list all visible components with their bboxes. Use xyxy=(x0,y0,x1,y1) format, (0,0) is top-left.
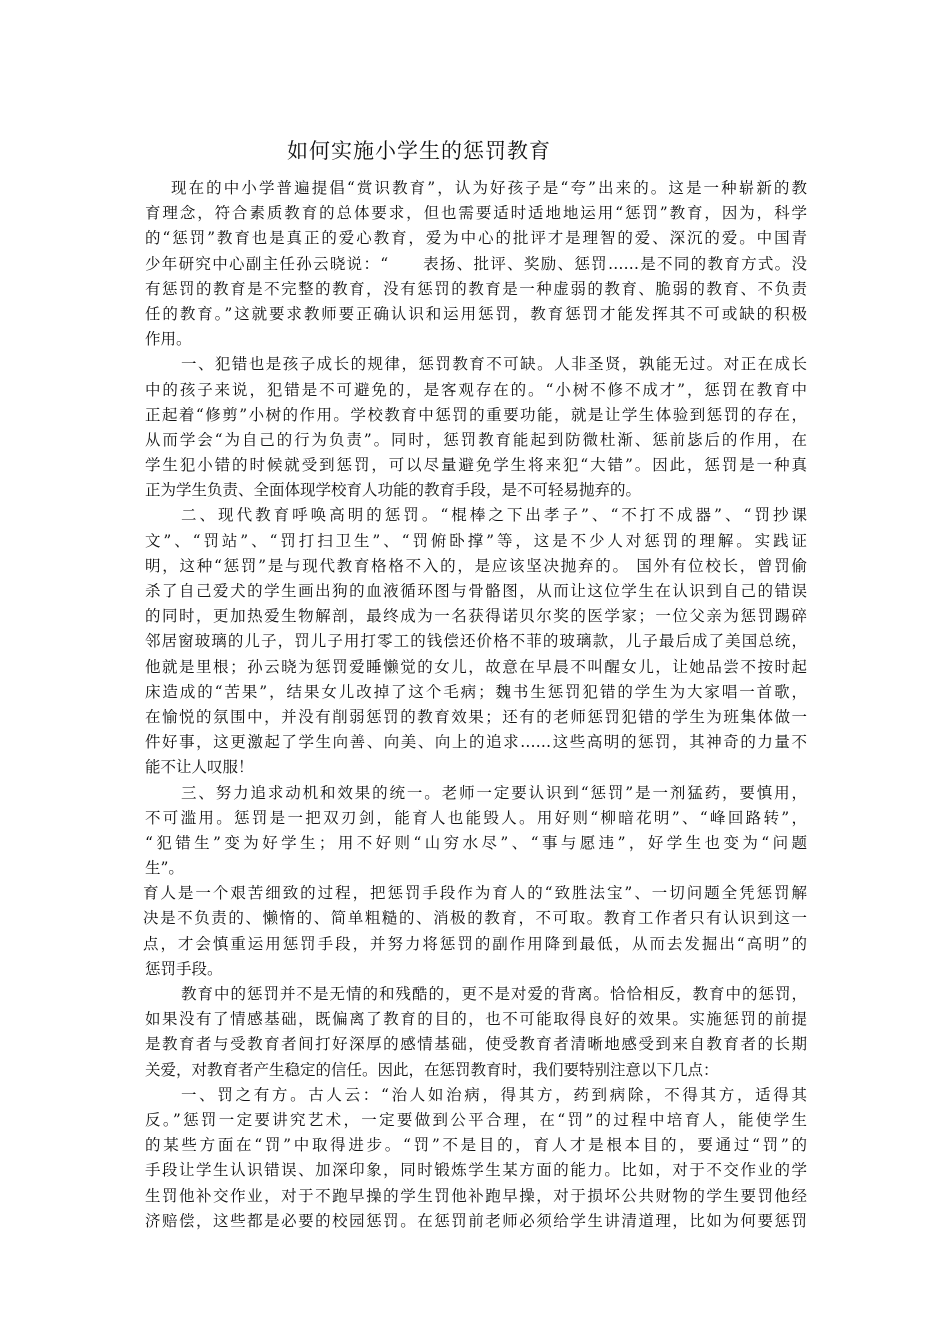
text-line: 教育中的惩罚并不是无情的和残酷的，更不是对爱的背离。恰恰相反，教育中的惩罚， xyxy=(181,985,807,1003)
text-line: 他就是里根；孙云晓为惩罚爱睡懒觉的女儿，故意在早晨不叫醒女儿，让她品尝不按时起 xyxy=(145,657,807,676)
text-line: 任的教育。”这就要求教师要正确认识和运用惩罚，教育惩罚才能发挥其不可或缺的积极 xyxy=(145,304,807,323)
text-line: 生罚他补交作业，对于不跑早操的学生罚他补跑早操，对于损坏公共财物的学生要罚他经 xyxy=(145,1186,807,1205)
text-line: 现在的中小学普遍提倡“赏识教育”，认为好孩子是“夸”出来的。这是一种崭新的教 xyxy=(171,179,807,197)
text-line: 正为学生负责、全面体现学校育人功能的教育手段，是不可轻易抛弃的。 xyxy=(145,481,642,500)
document-body xyxy=(145,176,807,1234)
text-line: 如果没有了情感基础，既偏离了教育的目的，也不可能取得良好的效果。实施惩罚的前提 xyxy=(145,1010,807,1029)
text-line: 二、现代教育呼唤高明的惩罚。“棍棒之下出孝子”、“不打不成器”、“罚抄课 xyxy=(181,506,807,525)
text-line: 生”。 xyxy=(145,859,184,878)
document-title: 如何实施小学生的惩罚教育 xyxy=(287,139,551,163)
text-line: 决是不负责的、懒惰的、简单粗糙的、消极的教育，不可取。教育工作者只有认识到这一 xyxy=(143,909,807,928)
text-line: 反。”惩罚一定要讲究艺术，一定要做到公平合理，在“罚”的过程中培育人，能使学生 xyxy=(145,1110,807,1129)
text-line: 有惩罚的教育是不完整的教育，没有惩罚的教育是一种虚弱的教育、脆弱的教育、不负责 xyxy=(145,279,807,298)
text-line: 能不让人叹服！ xyxy=(145,758,254,777)
text-line: 济赔偿，这些都是必要的校园惩罚。在惩罚前老师必须给学生讲清道理，比如为何要惩罚 xyxy=(145,1211,807,1230)
text-line: 一、罚之有方。古人云：“治人如治病，得其方，药到病除，不得其方，适得其 xyxy=(181,1085,807,1104)
text-line: 中的孩子来说，犯错是不可避免的，是客观存在的。“小树不修不成才”，惩罚在教育中 xyxy=(145,380,807,399)
text-line: 的某些方面在“罚”中取得进步。“罚”不是目的，育人才是根本目的，要通过“罚”的 xyxy=(145,1136,807,1155)
text-line: 学生犯小错的时候就受到惩罚，可以尽量避免学生将来犯“大错”。因此，惩罚是一种真 xyxy=(145,456,807,475)
text-line: 不可滥用。惩罚是一把双刃剑，能育人也能毁人。用好则“柳暗花明”、“峰回路转”， xyxy=(145,808,807,827)
text-line: 件好事，这更激起了学生向善、向美、向上的追求……这些高明的惩罚，其神奇的力量不 xyxy=(145,733,807,752)
text-line: 点，才会慎重运用惩罚手段，并努力将惩罚的副作用降到最低，从而去发掘出“高明”的 xyxy=(143,934,807,953)
text-line: 惩罚手段。 xyxy=(145,959,223,978)
text-line: 是教育者与受教育者间打好深厚的感情基础，使受教育者清晰地感受到来自教育者的长期 xyxy=(145,1035,807,1054)
text-line: 关爱，对教育者产生稳定的信任。因此，在惩罚教育时，我们要特别注意以下几点： xyxy=(145,1060,719,1079)
text-line: 文”、“罚站”、“罚打扫卫生”、“罚俯卧撑”等，这是不少人对惩罚的理解。实践证 xyxy=(145,531,807,550)
text-line: 邻居窗玻璃的儿子，罚儿子用打零工的钱偿还价格不菲的玻璃款，儿子最后成了美国总统， xyxy=(145,632,807,651)
text-line: 的同时，更加热爱生物解剖，最终成为一名获得诺贝尔奖的医学家；一位父亲为惩罚踢碎 xyxy=(145,607,807,626)
text-line: 从而学会“为自己的行为负责”。同时，惩罚教育能起到防微杜渐、惩前毖后的作用，在 xyxy=(145,430,807,449)
text-line: 三、努力追求动机和效果的统一。老师一定要认识到“惩罚”是一剂猛药，要慎用， xyxy=(181,783,807,802)
text-line: 作用。 xyxy=(145,330,192,349)
text-line: 床造成的“苦果”，结果女儿改掉了这个毛病；魏书生惩罚犯错的学生为大家唱一首歌， xyxy=(145,682,807,701)
text-line: 明，这种“惩罚”是与现代教育格格不入的，是应该坚决抛弃的。 国外有位校长，曾罚偷 xyxy=(145,556,807,575)
text-line: 在愉悦的氛围中，并没有削弱惩罚的教育效果；还有的老师惩罚犯错的学生为班集体做一 xyxy=(145,707,807,726)
text-line: “犯错生”变为好学生；用不好则“山穷水尽”、“事与愿违”，好学生也变为“问题 xyxy=(145,833,807,852)
text-line: 杀了自己爱犬的学生画出狗的血液循环图与骨骼图，从而让这位学生在认识到自己的错误 xyxy=(145,582,807,600)
text-line: 正起着“修剪”小树的作用。学校教育中惩罚的重要功能，就是让学生体验到惩罚的存在， xyxy=(145,405,807,424)
text-line: 育理念，符合素质教育的总体要求，但也需要适时适地地运用“惩罚”教育，因为，科学 xyxy=(145,204,807,223)
text-line: 的“惩罚”教育也是真正的爱心教育，爱为中心的批评才是理智的爱、深沉的爱。中国青 xyxy=(145,229,807,248)
text-line: 手段让学生认识错误、加深印象，同时锻炼学生某方面的能力。比如，对于不交作业的学 xyxy=(145,1161,807,1180)
text-line: 一、犯错也是孩子成长的规律，惩罚教育不可缺。人非圣贤，孰能无过。对正在成长 xyxy=(181,355,807,374)
text-line: 少年研究中心副主任孙云晓说：“ 表扬、批评、奖励、惩罚……是不同的教育方式。没 xyxy=(145,254,807,273)
text-line: 育人是一个艰苦细致的过程，把惩罚手段作为育人的“致胜法宝”、一切问题全凭惩罚解 xyxy=(143,884,807,903)
